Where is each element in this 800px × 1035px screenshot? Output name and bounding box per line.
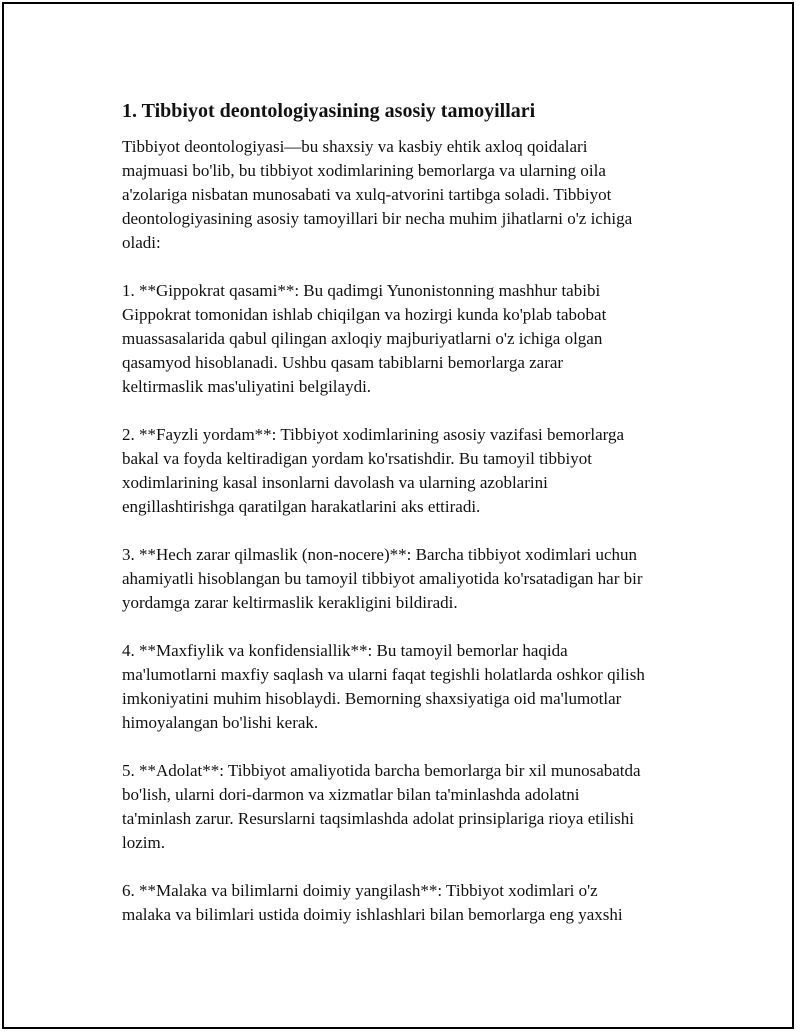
text-line: oladi: <box>122 233 161 252</box>
principle-paragraph <box>122 543 690 615</box>
text-line: yordamga zarar keltirmaslik kerakligini bildiradi. <box>122 593 458 612</box>
text-line: deontologiyasining asosiy tamoyillari bir necha muhim jihatlarni o'z ichiga <box>122 209 633 228</box>
text-line: majmuasi bo'lib, bu tibbiyot xodimlarining bemorlarga va ularning oila <box>122 161 606 180</box>
text-line: bo'lish, ularni dori-darmon va xizmatlar bilan ta'minlashda adolatni <box>122 785 580 804</box>
text-line: bakal va foyda keltiradigan yordam ko'rsatishdir. Bu tamoyil tibbiyot <box>122 449 592 468</box>
text-line: ahamiyatli hisoblangan bu tamoyil tibbiyot amaliyotida ko'rsatadigan har bir <box>122 569 643 588</box>
text-line: Gippokrat tomonidan ishlab chiqilgan va hozirgi kunda ko'plab tabobat <box>122 305 607 324</box>
text-line: xodimlarining kasal insonlarni davolash va ularning azoblarini <box>122 473 548 492</box>
text-line: 3. **Hech zarar qilmaslik (non-nocere)**: Barcha tibbiyot xodimlari uchun <box>122 545 638 564</box>
section-heading: 1. Tibbiyot deontologiyasining asosiy tamoyillari <box>122 100 536 122</box>
text-line: 2. **Fayzli yordam**: Tibbiyot xodimlarining asosiy vazifasi bemorlarga <box>122 425 625 444</box>
text-line: malaka va bilimlari ustida doimiy ishlashlari bilan bemorlarga eng yaxshi <box>122 905 623 924</box>
page-frame <box>2 2 794 1029</box>
principle-paragraph <box>122 879 690 927</box>
principle-paragraph <box>122 423 690 519</box>
principle-paragraph <box>122 639 690 735</box>
text-line: a'zolariga nisbatan munosabati va xulq-atvorini tartibga soladi. Tibbiyot <box>122 185 612 204</box>
text-line: 1. **Gippokrat qasami**: Bu qadimgi Yunonistonning mashhur tabibi <box>122 281 601 300</box>
principle-paragraph <box>122 759 690 855</box>
text-line: ta'minlash zarur. Resurslarni taqsimlashda adolat prinsiplariga rioya etilishi <box>122 809 634 828</box>
text-line: 4. **Maxfiylik va konfidensiallik**: Bu tamoyil bemorlar haqida <box>122 641 568 660</box>
text-line: muassasalarida qabul qilingan axloqiy majburiyatlarni o'z ichiga olgan <box>122 329 603 348</box>
document-content <box>122 99 690 951</box>
text-line: qasamyod hisoblanadi. Ushbu qasam tabiblarni bemorlarga zarar <box>122 353 564 372</box>
text-line: engillashtirishga qaratilgan harakatlarini aks ettiradi. <box>122 497 481 516</box>
principle-paragraph <box>122 279 690 399</box>
text-line: 5. **Adolat**: Tibbiyot amaliyotida barcha bemorlarga bir xil munosabatda <box>122 761 641 780</box>
paragraph-list <box>122 135 690 927</box>
text-line: keltirmaslik mas'uliyatini belgilaydi. <box>122 377 372 396</box>
text-line: himoyalangan bo'lishi kerak. <box>122 713 319 732</box>
text-line: lozim. <box>122 833 165 852</box>
text-line: Tibbiyot deontologiyasi—bu shaxsiy va kasbiy ehtik axloq qoidalari <box>122 137 588 156</box>
intro-paragraph <box>122 135 690 255</box>
text-line: ma'lumotlarni maxfiy saqlash va ularni faqat tegishli holatlarda oshkor qilish <box>122 665 645 684</box>
text-line: imkoniyatini muhim hisoblaydi. Bemorning shaxsiyatiga oid ma'lumotlar <box>122 689 622 708</box>
text-line: 6. **Malaka va bilimlarni doimiy yangilash**: Tibbiyot xodimlari o'z <box>122 881 598 900</box>
